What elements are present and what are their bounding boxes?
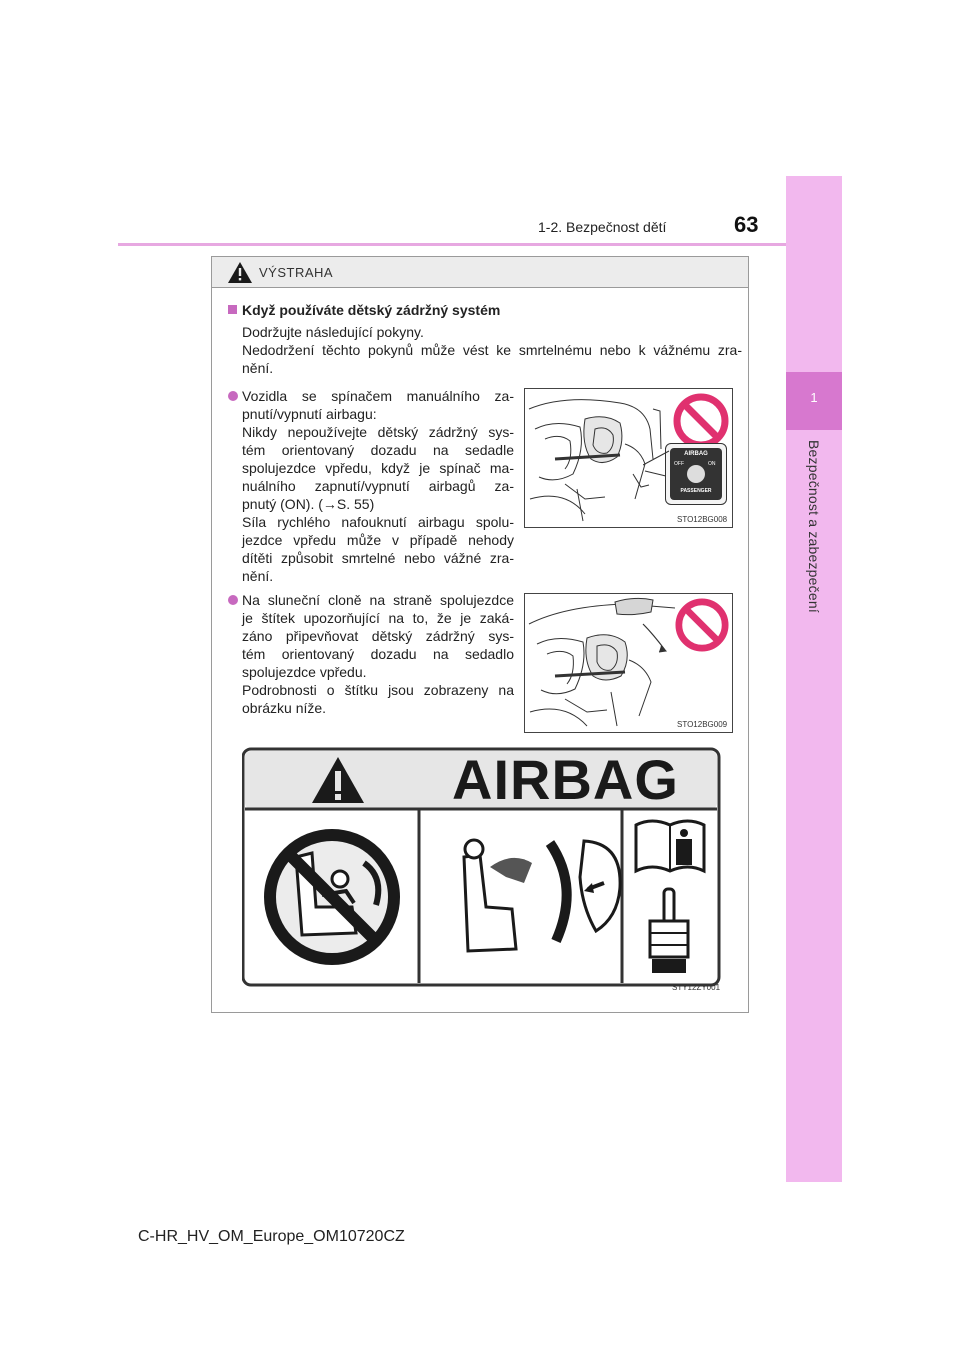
bullet-line: tém orientovaný dozadu na sedadlo <box>242 646 514 662</box>
figure-code: STO12BG008 <box>677 515 728 524</box>
bullet-line: spolujezdce vpředu, když je spínač ma- <box>242 460 514 476</box>
intro-line: Dodržujte následující pokyny. <box>242 324 424 340</box>
header-rule <box>118 243 786 246</box>
warning-header <box>212 257 748 288</box>
bullet-line: jezdce vpředu může v případě nehody <box>242 532 514 548</box>
chapter-number: 1 <box>810 390 818 405</box>
bullet-line: Na sluneční cloně na straně spolujezdce <box>242 592 514 608</box>
bullet-line: Síla rychlého nafouknutí airbagu spolu- <box>242 514 514 530</box>
bullet-line: Vozidla se spínačem manuálního za- <box>242 388 514 404</box>
page-number: 63 <box>734 212 759 237</box>
bullet-line: nuálního zapnutí/vypnutí airbagů za- <box>242 478 514 494</box>
bullet-line: záno připevňovat dětský zádržný sys- <box>242 628 514 644</box>
chapter-tab <box>786 176 842 1182</box>
switch-passenger-label: PASSENGER <box>680 488 712 494</box>
bullet-line: je štítek upozorňující na to, že je zaká- <box>242 610 514 626</box>
figure-sun-visor <box>524 593 733 733</box>
bullet-dot-icon <box>228 391 238 401</box>
warning-heading-text: Když používáte dětský zádržný systém <box>242 302 501 318</box>
bullet-line: pnutí/vypnutí airbagu: <box>242 406 377 422</box>
intro-line: nění. <box>242 360 274 376</box>
callout-line <box>643 447 671 467</box>
switch-off-label: OFF <box>674 461 684 467</box>
warning-intro <box>242 323 742 377</box>
bullet-line: obrázku níže. <box>242 700 327 716</box>
chapter-title: Bezpečnost a zabezpečení <box>806 440 822 613</box>
figure-code: STO12BG009 <box>677 720 728 729</box>
switch-knob <box>687 465 705 483</box>
switch-on-label: ON <box>708 461 716 467</box>
bullet-line: nění. <box>242 568 274 584</box>
airbag-switch-panel <box>665 443 727 505</box>
section-title: 1-2. Bezpečnost dětí <box>538 219 667 235</box>
document-id: C-HR_HV_OM_Europe_OM10720CZ <box>138 1228 405 1245</box>
prohibition-icon <box>673 393 729 449</box>
airbag-label-title: AIRBAG <box>452 748 679 811</box>
intro-line: Nedodržení těchto pokynů může vést ke smrtelnému nebo k vážnému zra- <box>242 342 742 358</box>
warning-label: VÝSTRAHA <box>259 265 334 280</box>
bullet-line: tém orientovaný dozadu na sedadle <box>242 442 514 458</box>
warning-box <box>211 256 749 1013</box>
bullet-dot-icon <box>228 595 238 605</box>
warning-heading <box>228 302 500 318</box>
bullet-line: spolujezdce vpředu. <box>242 664 367 680</box>
switch-title: AIRBAG <box>684 451 708 457</box>
switch-panel-face <box>670 448 722 500</box>
bullet-line: dítěti způsobit smrtelné nebo vážné zra- <box>242 550 514 566</box>
figure-code: STY12ZY001 <box>672 983 721 992</box>
prohibition-icon <box>675 598 729 652</box>
figure-airbag-switch <box>524 388 733 528</box>
warning-triangle-icon <box>227 261 253 284</box>
bullet-line: Podrobnosti o štítku jsou zobrazeny na <box>242 682 514 698</box>
bullet-1-text <box>242 387 514 585</box>
heading-square-icon <box>228 305 237 314</box>
bullet-line: pnutý (ON). (→S. 55) <box>242 496 375 512</box>
bullet-2-text <box>242 591 514 717</box>
bullet-line: Nikdy nepoužívejte dětský zádržný sys- <box>242 424 514 440</box>
airbag-warning-label <box>242 747 736 993</box>
